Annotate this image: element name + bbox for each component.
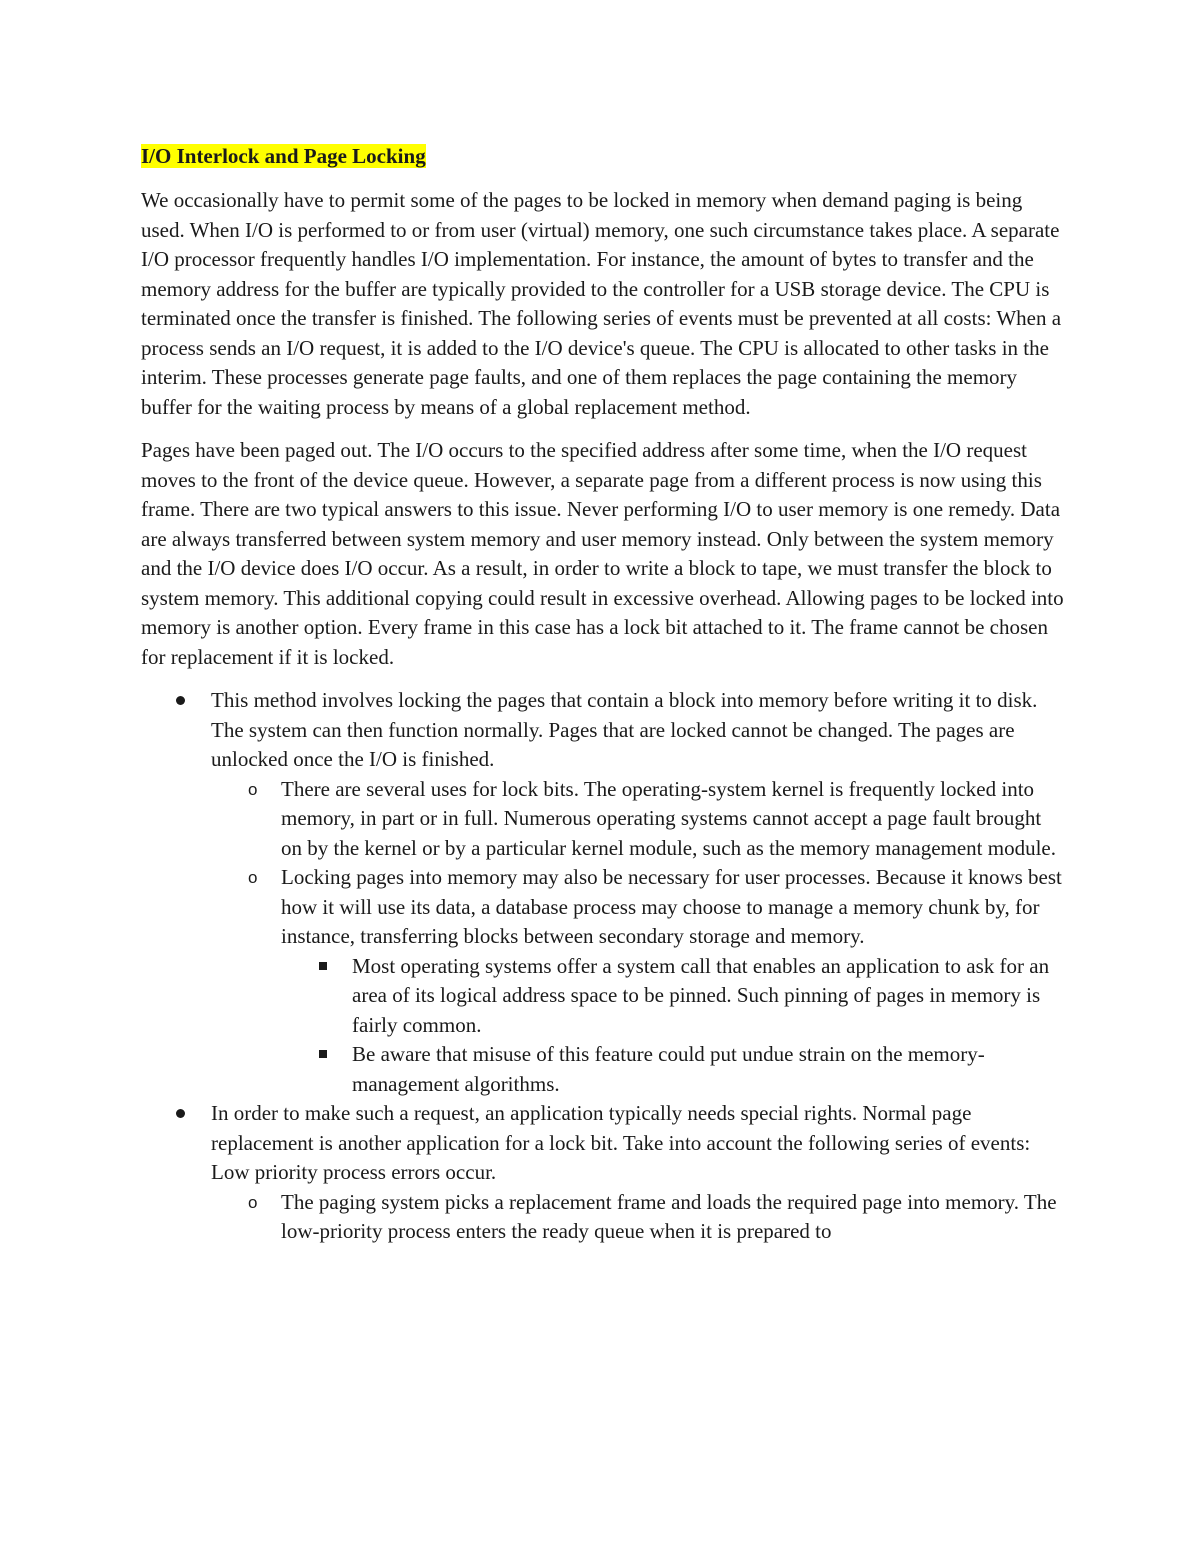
bullet-item [141,1099,1066,1247]
square-bullet-icon [319,952,327,982]
circle-bullet-icon: o [248,779,258,799]
bullet-dot-icon [173,1099,187,1129]
bullet-dot-icon [173,686,187,716]
bullet-text: In order to make such a request, an application typically needs special rights. Normal page replacement is another application for a lock bit. Take into account the following series of events: Low priority process errors occur. [211,1101,1031,1184]
sub-sub-bullet-text: Most operating systems offer a system call that enables an application to ask for an area of its logical address space to be pinned. Such pinning of pages in memory is fairly common. [352,953,1050,1037]
document-body [141,140,1066,1247]
sub-bullet-item [211,775,1066,864]
bullet-item [141,686,1066,1099]
section-heading [141,140,1066,173]
sub-bullet-text: There are several uses for lock bits. The operating-system kernel is frequently locked into memory, in part or in full. Numerous operating systems cannot accept a page fault brought on by the kernel or by a particular kernel module, such as the memory management module. [281,776,1057,860]
heading-highlight: I/O Interlock and Page Locking [141,144,426,168]
sub-bullet-list [211,775,1066,1100]
sub-bullet-item [211,1188,1066,1247]
sub-bullet-text: Locking pages into memory may also be necessary for user processes. Because it knows best how it will use its data, a database process may choose to manage a memory chunk by, for instance, transferring blocks between secondary storage and memory. [281,865,1062,948]
sub-sub-bullet-item [281,952,1066,1041]
circle-bullet-icon: o [248,868,258,887]
square-bullet-icon [319,1040,327,1070]
sub-sub-bullet-list [281,952,1066,1100]
sub-sub-bullet-item [281,1040,1066,1099]
sub-bullet-item [211,863,1066,1099]
paragraph: Pages have been paged out. The I/O occurs to the specified address after some time, when the I/O request moves to the front of the device queue. However, a separate page from a different process is now using this frame. There are two typical answers to this issue. Never performing I/O to user memory is one remedy. Data are always transferred between system memory and user memory instead. Only between the system memory and the I/O device does I/O occur. As a result, in order to write a block to tape, we must transfer the block to system memory. This additional copying could result in excessive overhead. Allowing pages to be locked into memory is another option. Every frame in this case has a lock bit attached to it. The frame cannot be chosen for replacement if it is locked. [141,438,1064,669]
sub-bullet-list [211,1188,1066,1247]
sub-bullet-text: The paging system picks a replacement frame and loads the required page into memory. The low-priority process enters the ready queue when it is prepared to [281,1189,1057,1243]
circle-bullet-icon: o [248,1192,258,1212]
bullet-list [141,686,1066,1247]
bullet-text: This method involves locking the pages that contain a block into memory before writing it to disk. The system can then function normally. Pages that are locked cannot be changed. The pages are unlocked once the I/O is finished. [211,688,1038,771]
paragraph: We occasionally have to permit some of the pages to be locked in memory when demand paging is being used. When I/O is performed to or from user (virtual) memory, one such circumstance takes place. A separate I/O processor frequently handles I/O implementation. For instance, the amount of bytes to transfer and the memory address for the buffer are typically provided to the controller for a USB storage device. The CPU is terminated once the transfer is finished. The following series of events must be prevented at all costs: When a process sends an I/O request, it is added to the I/O device's queue. The CPU is allocated to other tasks in the interim. These processes generate page faults, and one of them replaces the page containing the memory buffer for the waiting process by means of a global replacement method. [141,188,1062,419]
sub-sub-bullet-text: Be aware that misuse of this feature could put undue strain on the memory-management algorithms. [352,1042,985,1096]
